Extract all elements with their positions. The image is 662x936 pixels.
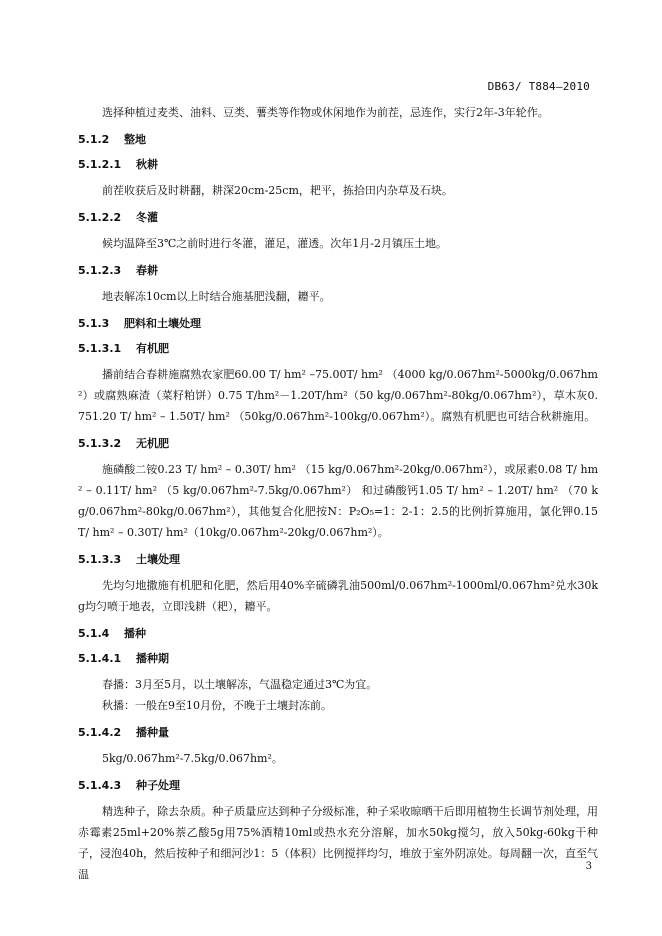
page-header: DB63/ T884—2010: [487, 80, 590, 93]
paragraph: 地表解冻10cm以上时结合施基肥浅翻，耱平。: [102, 290, 331, 303]
page-number: 3: [585, 861, 592, 872]
paragraph: 先均匀地撒施有机肥和化肥，然后用40%辛硫磷乳油500ml/0.067hm²-1000ml/0.067hm²兑水30kg均匀喷于地表，立即浅耕（耙），耱平。: [78, 579, 598, 613]
paragraph: 播前结合春耕施腐熟农家肥60.00 T/ hm² –75.00T/ hm² （4000 kg/0.067hm²-5000kg/0.067hm²）或腐熟麻渣（菜籽粕饼）0.75 T/hm²－1.20T/hm²（50 kg/0.067hm²-80kg/0.067hm²），草木灰0.751.20 T/ hm² – 1.50T/ hm² （50kg/0.067hm²-100kg/0.067hm²）。腐熟有机肥也可结合秋耕施用。: [78, 368, 598, 423]
heading-5-1-3-2: 5.1.3.2 无机肥: [78, 437, 169, 450]
paragraph: 秋播：一般在9至10月份，不晚于土壤封冻前。: [102, 699, 332, 712]
heading-5-1-4: 5.1.4 播种: [78, 627, 146, 640]
heading-5-1-3-3: 5.1.3.3 土壤处理: [78, 553, 180, 566]
heading-5-1-2-3: 5.1.2.3 春耕: [78, 264, 158, 277]
heading-5-1-3: 5.1.3 肥料和土壤处理: [78, 317, 201, 330]
heading-5-1-4-3: 5.1.4.3 种子处理: [78, 779, 180, 792]
heading-5-1-2-1: 5.1.2.1 秋耕: [78, 158, 158, 171]
document-body: [78, 102, 598, 885]
paragraph: 春播：3月至5月，以土壤解冻，气温稳定通过3℃为宜。: [102, 678, 378, 691]
paragraph: 精选种子，除去杂质。种子质量应达到种子分级标准，种子采收晾晒干后即用植物生长调节剂处理，用赤霉素25ml+20%萘乙酸5g用75%酒精10ml或热水充分溶解，加水50kg搅匀，放入50kg-60kg干种子，浸泡40h，然后按种子和细河沙1：5（体积）比例搅拌均匀，堆放于室外阴凉处。每周翻一次，直至气温: [78, 805, 598, 881]
paragraph: 前茬收获后及时耕翻，耕深20cm-25cm，耙平，拣拾田内杂草及石块。: [102, 184, 453, 197]
intro-paragraph: 选择种植过麦类、油料、豆类、薯类等作物或休闲地作为前茬，忌连作，实行2年-3年轮作。: [102, 106, 549, 119]
heading-5-1-4-2: 5.1.4.2 播种量: [78, 726, 169, 739]
heading-5-1-2-2: 5.1.2.2 冬灌: [78, 211, 158, 224]
paragraph: 5kg/0.067hm²-7.5kg/0.067hm²。: [102, 752, 283, 765]
heading-5-1-3-1: 5.1.3.1 有机肥: [78, 342, 169, 355]
paragraph: 施磷酸二铵0.23 T/ hm² – 0.30T/ hm² （15 kg/0.067hm²-20kg/0.067hm²），或尿素0.08 T/ hm² – 0.11T/ hm² （5 kg/0.067hm²-7.5kg/0.067hm²） 和过磷酸钙1.05 T/ hm² – 1.20T/ hm² （70 kg/0.067hm²-80kg/0.067hm²），其他复合化肥按N：P₂O₅=1：2-1：2.5的比例折算施用，氯化钾0.15 T/ hm² – 0.30T/ hm²（10kg/0.067hm²-20kg/0.067hm²）。: [78, 463, 598, 539]
paragraph: 候均温降至3℃之前时进行冬灌，灌足，灌透。次年1月-2月镇压土地。: [102, 237, 448, 250]
heading-5-1-4-1: 5.1.4.1 播种期: [78, 652, 169, 665]
heading-5-1-2: 5.1.2 整地: [78, 133, 146, 146]
